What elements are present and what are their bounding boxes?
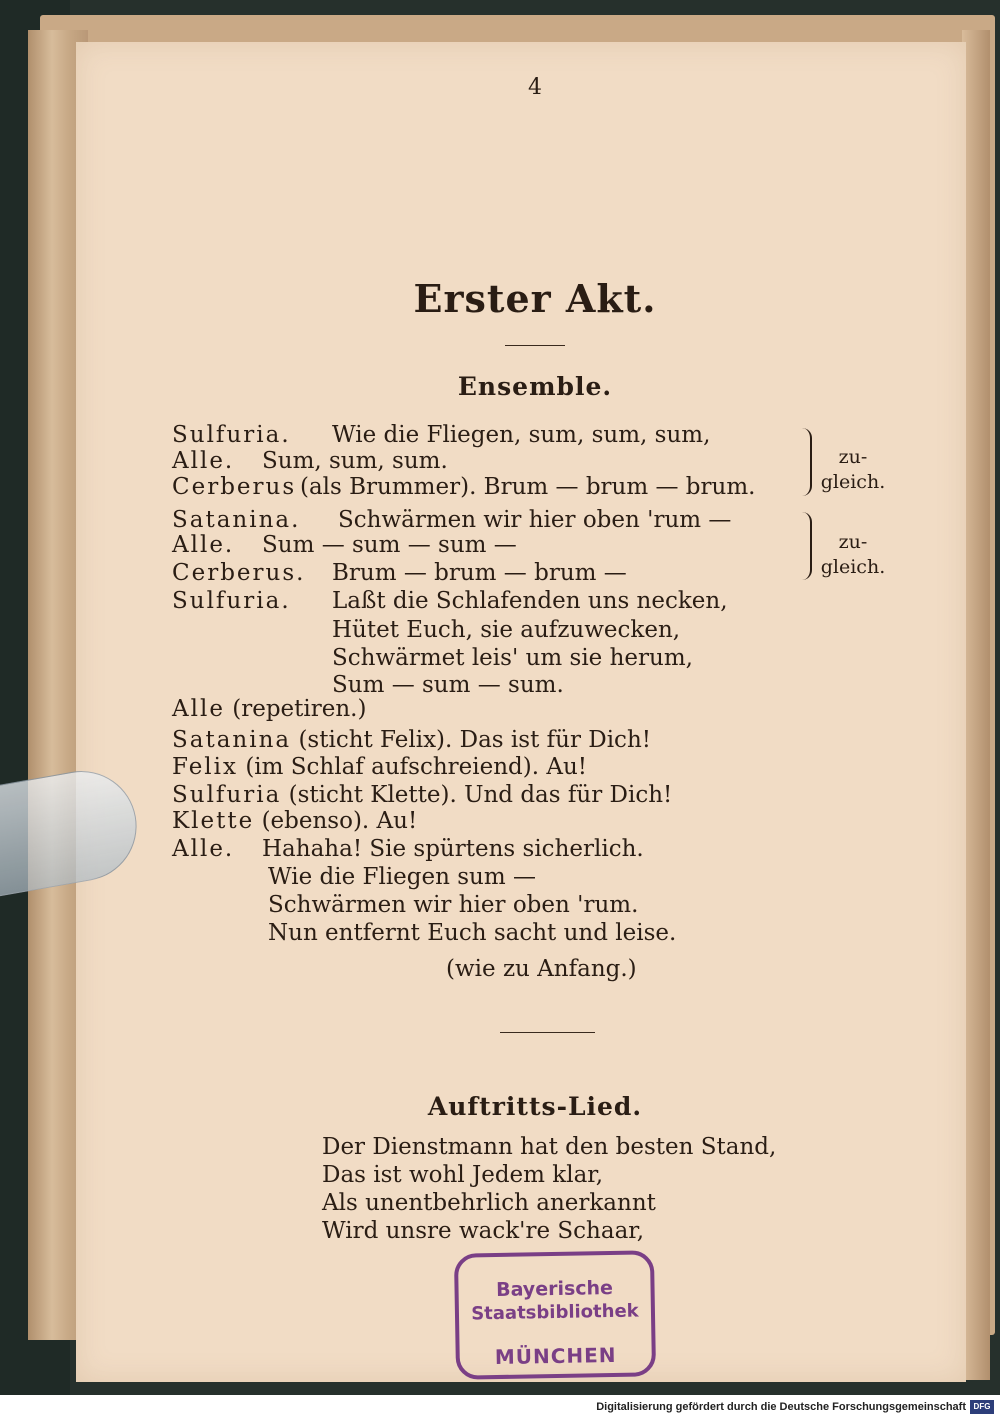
dfg-logo-icon: DFG (970, 1400, 994, 1414)
ensemble-line (172, 560, 627, 586)
song-heading: Auftritts-Lied. (427, 1092, 643, 1121)
spoken-text: Wie die Fliegen, sum, sum, sum, (332, 422, 711, 448)
zugleich-note (818, 530, 888, 580)
speaker-name: Klette (172, 808, 255, 834)
zugleich-line: zu- (838, 446, 868, 468)
speaker-name: Alle (172, 696, 225, 722)
spoken-text: (repetiren.) (232, 696, 367, 722)
spoken-text: (ebenso). Au! (261, 808, 418, 834)
song-line: Das ist wohl Jedem klar, (322, 1162, 604, 1188)
ensemble-line: Schwärmet leis' um sie herum, (332, 645, 693, 671)
stamp-line: Staatsbibliothek (471, 1300, 639, 1325)
ensemble-line: Hütet Euch, sie aufzuwecken, (332, 617, 681, 643)
spoken-text: (als Brummer). Brum — brum — brum. (300, 474, 756, 500)
ensemble-line: Schwärmen wir hier oben 'rum. (268, 892, 639, 918)
speaker-name: Sulfuria. (172, 422, 291, 448)
speaker-name: Alle. (172, 532, 235, 558)
speaker-name: Satanina (172, 727, 292, 753)
song-line: Als unentbehrlich anerkannt (322, 1190, 656, 1216)
speaker-name: Cerberus (172, 474, 297, 500)
spoken-text: Schwärmen wir hier oben 'rum — (338, 507, 732, 533)
stamp-line: Bayerische (495, 1276, 614, 1302)
ensemble-line: Nun entfernt Euch sacht und leise. (268, 920, 677, 946)
ensemble-line (172, 727, 651, 753)
speaker-name: Alle. (172, 836, 235, 862)
spoken-text: Sum — sum — sum — (262, 532, 517, 558)
zugleich-note (818, 445, 888, 495)
ensemble-line (172, 422, 711, 448)
title-divider (505, 345, 565, 346)
library-stamp (454, 1250, 656, 1379)
ensemble-line: Wie die Fliegen sum — (268, 864, 536, 890)
speaker-name: Satanina. (172, 507, 301, 533)
footer-credit: Digitalisierung gefördert durch die Deutsche Forschungsgemeinschaft (596, 1401, 966, 1413)
ensemble-line: Sum — sum — sum. (332, 672, 564, 698)
spoken-text: Laßt die Schlafenden uns necken, (332, 588, 728, 614)
zugleich-line: gleich. (820, 471, 886, 493)
brace (802, 428, 812, 496)
ensemble-line (172, 754, 587, 780)
speaker-name: Sulfuria (172, 782, 282, 808)
ensemble-line (172, 836, 644, 862)
ensemble-heading: Ensemble. (457, 372, 613, 401)
ensemble-line (172, 507, 732, 533)
song-line: Wird unsre wack're Schaar, (322, 1218, 645, 1244)
spoken-text: (im Schlaf aufschreiend). Au! (245, 754, 588, 780)
ensemble-line (172, 448, 448, 474)
spoken-text: (sticht Felix). Das ist für Dich! (298, 727, 651, 753)
ensemble-line (172, 532, 517, 558)
speaker-name: Cerberus. (172, 560, 306, 586)
page-number: 4 (528, 75, 542, 100)
spoken-text: Brum — brum — brum — (332, 560, 627, 586)
ensemble-line (172, 782, 672, 808)
spoken-text: (sticht Klette). Und das für Dich! (288, 782, 673, 808)
brace (802, 512, 812, 580)
speaker-name: Felix (172, 754, 238, 780)
spoken-text: Hahaha! Sie spürtens sicherlich. (262, 836, 644, 862)
ensemble-line (172, 588, 728, 614)
speaker-name: Alle. (172, 448, 235, 474)
speaker-name: Sulfuria. (172, 588, 291, 614)
spoken-text: Sum, sum, sum. (262, 448, 448, 474)
ensemble-line (172, 696, 366, 722)
ensemble-line (172, 474, 756, 500)
song-line: Der Dienstmann hat den besten Stand, (322, 1134, 777, 1160)
stage-direction: (wie zu Anfang.) (446, 956, 637, 982)
act-title: Erster Akt. (413, 276, 657, 321)
stamp-line: MÜNCHEN (494, 1342, 617, 1370)
zugleich-line: zu- (838, 531, 868, 553)
right-page-edge (962, 30, 990, 1380)
ensemble-line (172, 808, 417, 834)
section-divider (500, 1032, 595, 1033)
zugleich-line: gleich. (820, 556, 886, 578)
